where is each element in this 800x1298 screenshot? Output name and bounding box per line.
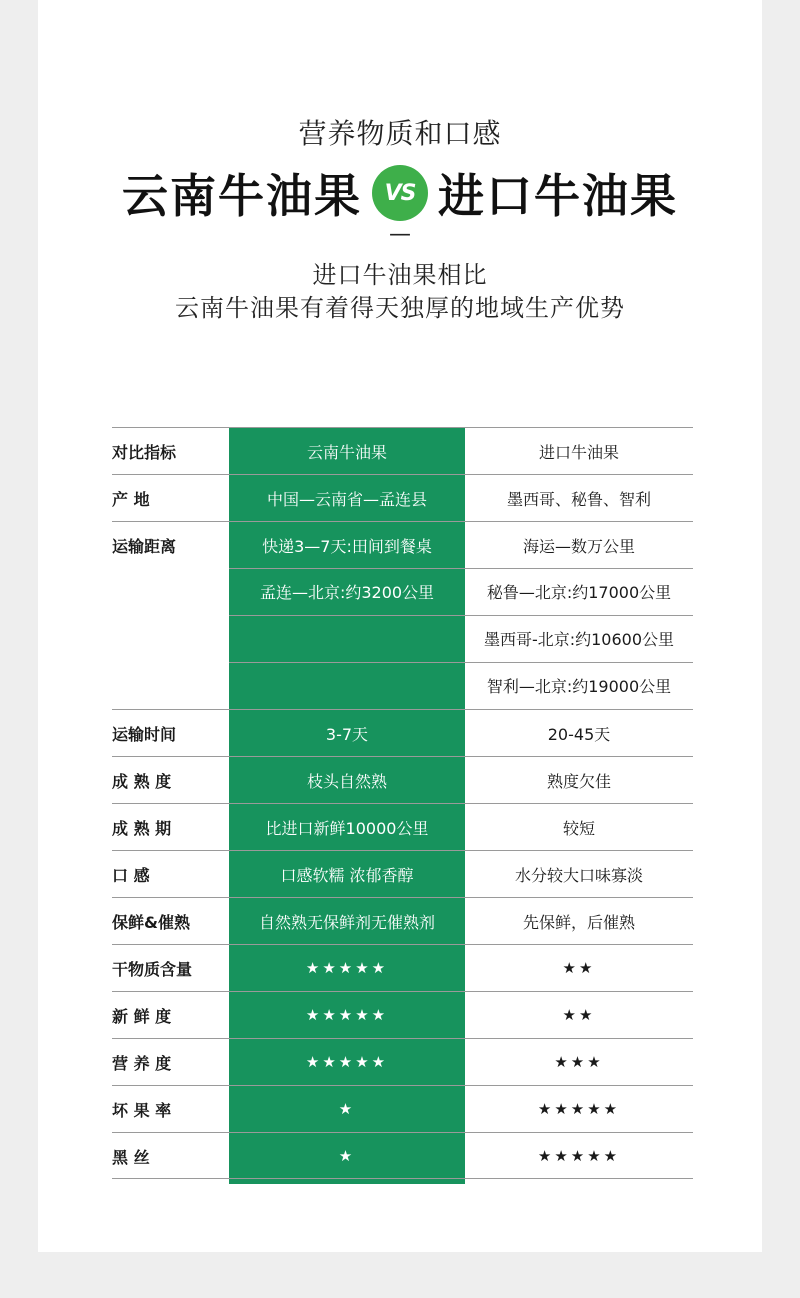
yunnan-value: 中国—云南省—孟连县 (266, 489, 427, 509)
row-label: 保鲜&催熟 (112, 912, 190, 932)
row-label (112, 615, 229, 661)
row-label: 坏 果 率 (112, 1100, 172, 1120)
table-row (112, 615, 693, 662)
yunnan-value: 孟连—北京:约3200公里 (259, 582, 435, 602)
row-label: 黑 丝 (112, 1147, 150, 1167)
imported-rating-stars: ★★★ (554, 1053, 604, 1071)
row-label: 运输时间 (112, 724, 177, 744)
row-label (112, 568, 229, 614)
imported-rating-stars: ★★ (562, 959, 596, 977)
table-row (112, 991, 693, 1038)
comparison-title (0, 160, 800, 226)
yunnan-rating-stars: ★★★★★ (305, 959, 389, 977)
imported-value: 智利—北京:约19000公里 (486, 676, 672, 696)
row-label: 口 感 (112, 865, 150, 885)
table-row (112, 709, 693, 756)
imported-value: 墨西哥-北京:约10600公里 (483, 629, 675, 649)
imported-value: 水分较大口味寡淡 (514, 865, 643, 885)
imported-rating-stars: ★★★★★ (537, 1100, 621, 1118)
row-label: 成 熟 度 (112, 771, 172, 791)
table-row (112, 474, 693, 521)
imported-value: 墨西哥、秘鲁、智利 (506, 489, 651, 509)
section-subtitle: 营养物质和口感 (298, 117, 502, 150)
row-label: 干物质含量 (112, 959, 193, 979)
row-label (112, 662, 229, 708)
header-label: 对比指标 (112, 442, 177, 462)
table-row (112, 850, 693, 897)
imported-rating-stars: ★★★★★ (537, 1147, 621, 1165)
table-row (112, 568, 693, 615)
yunnan-value: 枝头自然熟 (306, 771, 387, 791)
yunnan-title: 云南牛油果 (122, 169, 362, 223)
table-row (112, 521, 693, 568)
row-label: 营 养 度 (112, 1053, 172, 1073)
yunnan-value: 快递3—7天:田间到餐桌 (262, 536, 432, 556)
header-imported: 进口牛油果 (538, 442, 619, 462)
table-row (112, 944, 693, 991)
row-label: 产 地 (112, 489, 150, 509)
row-label: 成 熟 期 (112, 818, 172, 838)
divider-dash: — (389, 222, 411, 247)
table-row (112, 662, 693, 709)
intro-line-2: 云南牛油果有着得天独厚的地域生产优势 (175, 294, 625, 322)
yunnan-rating-stars: ★★★★★ (305, 1006, 389, 1024)
imported-value: 先保鲜，后催熟 (522, 912, 635, 932)
table-row (112, 1132, 693, 1179)
vs-badge: VS (372, 165, 428, 221)
yunnan-value: 口感软糯 浓郁香醇 (280, 865, 414, 885)
table-row (112, 1085, 693, 1132)
yunnan-value (229, 615, 465, 661)
imported-value: 较短 (562, 818, 595, 838)
table-row (112, 1038, 693, 1085)
yunnan-value (229, 662, 465, 708)
header-yunnan: 云南牛油果 (306, 442, 387, 462)
yunnan-value: 3-7天 (325, 724, 369, 744)
imported-value: 20-45天 (547, 724, 611, 744)
imported-value: 海运—数万公里 (522, 536, 635, 556)
imported-rating-stars: ★★ (562, 1006, 596, 1024)
yunnan-rating-stars: ★ (338, 1100, 356, 1118)
table-row (112, 756, 693, 803)
imported-title: 进口牛油果 (438, 169, 678, 223)
table-row (112, 897, 693, 944)
yunnan-value: 自然熟无保鲜剂无催熟剂 (258, 912, 435, 932)
yunnan-rating-stars: ★★★★★ (305, 1053, 389, 1071)
yunnan-value: 比进口新鲜10000公里 (265, 818, 429, 838)
table-row (112, 803, 693, 850)
yunnan-rating-stars: ★ (338, 1147, 356, 1165)
intro-line-1: 进口牛油果相比 (312, 261, 488, 289)
row-label: 新 鲜 度 (112, 1006, 172, 1026)
imported-value: 秘鲁—北京:约17000公里 (486, 582, 672, 602)
table-header-row (112, 427, 693, 474)
imported-value: 熟度欠佳 (546, 771, 611, 791)
row-label: 运输距离 (112, 536, 177, 556)
